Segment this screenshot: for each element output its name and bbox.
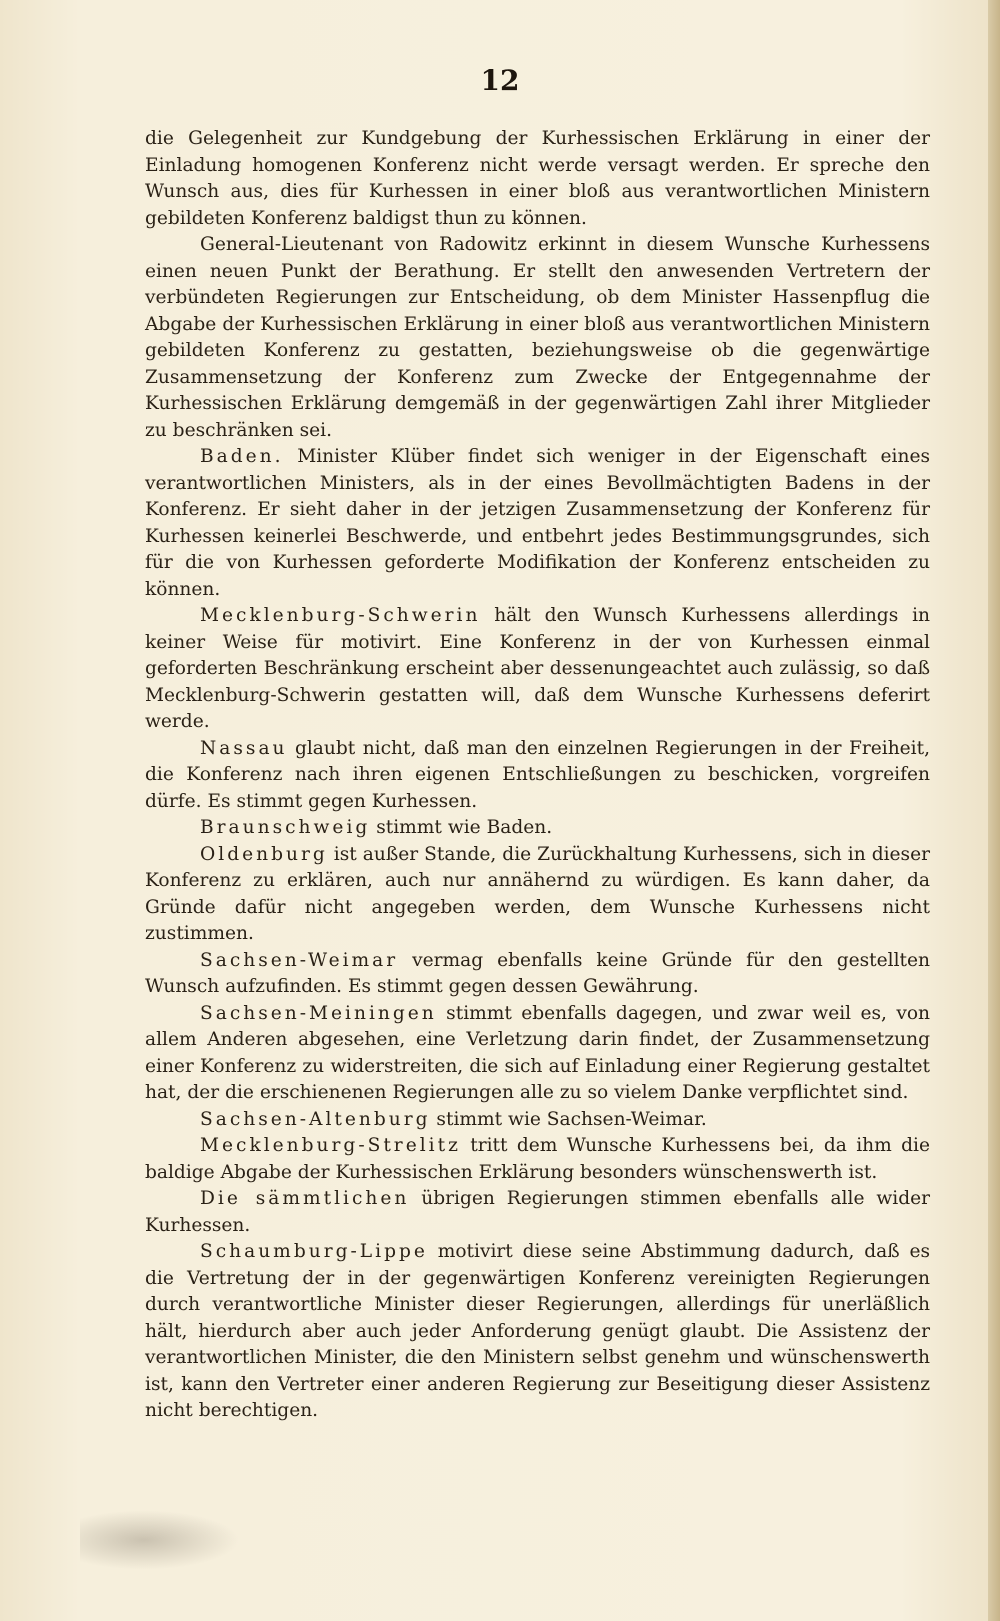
paragraph-text: stimmt wie Sachsen-Weimar.: [430, 1108, 707, 1130]
paragraph-text: stimmt wie Baden.: [370, 817, 553, 838]
speaker: Braunschweig: [200, 817, 371, 838]
page-edge: [988, 0, 1000, 1621]
speaker: Sachsen-Weimar: [200, 949, 399, 971]
speaker: Nassau: [200, 737, 288, 759]
paragraph: [145, 444, 930, 603]
body-text: [145, 126, 930, 1425]
paragraph: [145, 126, 930, 232]
paragraph-text: Minister Klüber findet sich weniger in der Eigenschaft eines verantwortlichen Ministers, als in der eines Bevollmächtigten Badens in der Konferenz. Er sieht daher in der jetzigen Zusammensetzung der Konferenz für Kurhessen keinerlei Beschwerde, und entbehrt jedes Bestimmungsgrundes, sich für die von Kurhessen geforderte Modifikation der Konferenz entscheiden zu können.: [145, 446, 930, 600]
paragraph-text: hält den Wunsch Kurhessens allerdings in keiner Weise für motivirt. Eine Konferenz in der von Kurhessen einmal geforderten Beschränkung erscheint aber dessenungeachtet auch zulässig, so daß Mecklenburg-Schwerin gestatten will, daß dem Wunsche Kurhessens deferirt werde.: [145, 605, 930, 732]
paragraph: [145, 232, 930, 444]
paragraph: [145, 1239, 930, 1425]
speaker: Sachsen-Altenburg: [200, 1108, 431, 1130]
speaker: Mecklenburg-Schwerin: [200, 605, 481, 626]
page-number: 12: [480, 64, 520, 97]
paragraph: [145, 1186, 930, 1239]
speaker: Schaumburg-Lippe: [200, 1241, 428, 1262]
paragraph-text: motivirt diese seine Abstimmung dadurch, daß es die Vertretung der in der gegenwärtigen Konferenz vereinigten Regierungen durch verantwortliche Minister dieser Regierungen, allerdings für unerläßlich hält, hierdurch aber auch jeder Anforderung genügt glaubt. Die Assistenz der verantwortlichen Minister, die den Ministern selbst genehm und wünschenswerth ist, kann den Vertreter einer anderen Regierung zur Beseitigung dieser Assistenz nicht berechtigen.: [145, 1241, 930, 1421]
paragraph: [145, 1107, 930, 1134]
paragraph-text: die Gelegenheit zur Kundgebung der Kurhessischen Erklärung in einer der Einladung homogenen Konferenz nicht werde versagt werden. Er spreche den Wunsch aus, dies für Kurhessen in einer bloß aus verantwortlichen Ministern gebildeten Konferenz baldigst thun zu können.: [145, 128, 930, 229]
paragraph-text: stimmt ebenfalls dagegen, und zwar weil es, von allem Anderen abgesehen, eine Verletzung darin findet, der Zusammensetzung einer Konferenz zu widerstreiten, die sich auf Einladung einer Regierung gestaltet hat, der die erschienenen Regierungen alle zu so vielem Danke verpflichtet sind.: [145, 1002, 930, 1103]
paragraph-text: glaubt nicht, daß man den einzelnen Regierungen in der Freiheit, die Konferenz nach ihren eigenen Entschließungen zu beschicken, vorgreifen dürfe. Es stimmt gegen Kurhessen.: [145, 737, 930, 812]
speaker: Die sämmtlichen: [200, 1188, 410, 1209]
paragraph-text: General-Lieutenant von Radowitz erkinnt in diesem Wunsche Kurhessens einen neuen Punkt der Berathung. Er stellt den anwesenden Vertretern der verbündeten Regierungen zur Entscheidung, ob dem Minister Hassenpflug die Abgabe der Kurhessischen Erklärung in einer bloß aus verantwortlichen Ministern gebildeten Konferenz zu gestatten, beziehungsweise ob die gegenwärtige Zusammensetzung der Konferenz zum Zwecke der Entgegennahme der Kurhessischen Erklärung demgemäß in der gegenwärtigen Zahl ihrer Mitglieder zu beschränken sei.: [145, 234, 930, 441]
speaker: Oldenburg: [200, 843, 328, 865]
paragraph-text: übrigen Regierungen stimmen ebenfalls alle wider Kurhessen.: [145, 1188, 930, 1236]
paragraph: [145, 736, 930, 816]
speaker: Sachsen-Meiningen: [200, 1002, 437, 1024]
paragraph-text: vermag ebenfalls keine Gründe für den gestellten Wunsch aufzufinden. Es stimmt gegen dessen Gewährung.: [145, 949, 930, 997]
paragraph: [145, 1001, 930, 1107]
paragraph: [145, 948, 930, 1001]
paragraph: [145, 603, 930, 736]
paragraph-text: ist außer Stande, die Zurückhaltung Kurhessens, sich in dieser Konferenz zu erklären, auch nur annähernd zu würdigen. Es kann daher, da Gründe dafür nicht angegeben werden, dem Wunsche Kurhessens nicht zustimmen.: [145, 843, 930, 944]
paragraph: [145, 842, 930, 948]
speaker: Baden.: [200, 446, 284, 467]
speaker: Mecklenburg-Strelitz: [200, 1135, 461, 1156]
page-smudge: [80, 1510, 240, 1570]
paragraph: [145, 815, 930, 842]
paragraph: [145, 1133, 930, 1186]
paragraph-text: tritt dem Wunsche Kurhessens bei, da ihm die baldige Abgabe der Kurhessischen Erklärung besonders wünschenswerth ist.: [145, 1135, 930, 1183]
